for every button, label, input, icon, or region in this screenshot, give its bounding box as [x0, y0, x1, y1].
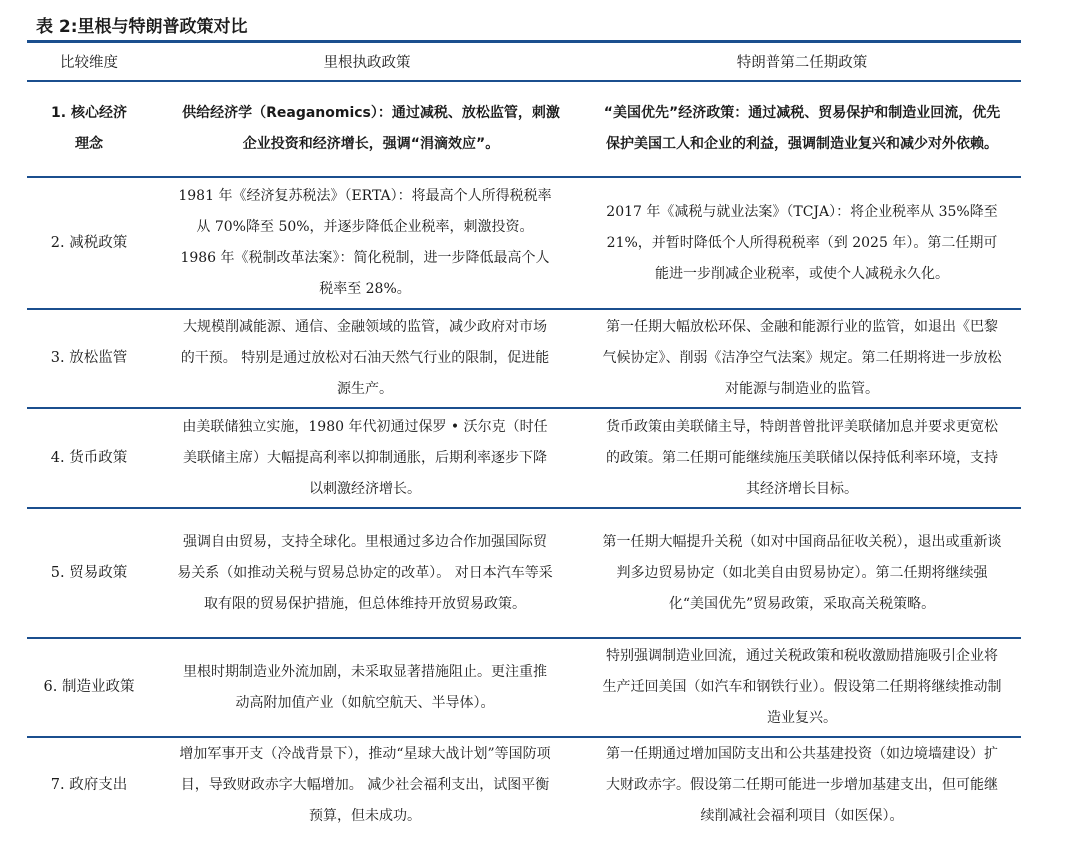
row-trump-policy: 第一任期大幅放松环保、金融和能源行业的监管，如退出《巴黎气候协定》、削弱《洁净空气法案》规定。第二任期将进一步放松对能源与制造业的监管。 [583, 309, 1021, 408]
row-trump-policy: 第一任期大幅提升关税（如对中国商品征收关税），退出或重新谈判多边贸易协定（如北美自由贸易协定）。第二任期将继续强化“美国优先”贸易政策，采取高关税策略。 [583, 508, 1021, 638]
header-dimension: 比较维度 [27, 42, 151, 82]
row-reagan-policy: 大规模削减能源、通信、金融领域的监管，减少政府对市场的干预。 特别是通过放松对石油天然气行业的限制，促进能源生产。 [151, 309, 583, 408]
row-dimension: 5. 贸易政策 [27, 508, 151, 638]
table-row [27, 638, 1021, 737]
row-dimension: 6. 制造业政策 [27, 638, 151, 737]
table-row [27, 177, 1021, 309]
row-dimension: 2. 减税政策 [27, 177, 151, 309]
row-trump-policy: 特别强调制造业回流，通过关税政策和税收激励措施吸引企业将生产迁回美国（如汽车和钢铁行业）。假设第二任期将继续推动制造业复兴。 [583, 638, 1021, 737]
row-dimension: 4. 货币政策 [27, 408, 151, 508]
row-reagan-policy: 供给经济学（Reaganomics）：通过减税、放松监管，刺激企业投资和经济增长，强调“涓滴效应”。 [151, 81, 583, 177]
table-row [27, 408, 1021, 508]
row-dimension: 3. 放松监管 [27, 309, 151, 408]
table-row [27, 508, 1021, 638]
row-reagan-policy: 里根时期制造业外流加剧，未采取显著措施阻止。更注重推动高附加值产业（如航空航天、半导体）。 [151, 638, 583, 737]
header-reagan: 里根执政政策 [151, 42, 583, 82]
row-dimension: 7. 政府支出 [50, 777, 128, 793]
row-trump-policy: 货币政策由美联储主导，特朗普曾批评美联储加息并要求更宽松的政策。第二任期可能继续施压美联储以保持低利率环境，支持其经济增长目标。 [583, 408, 1021, 508]
table-row [27, 81, 1021, 177]
table-header-row [27, 42, 1021, 82]
row-trump-policy: “美国优先”经济政策：通过减税、贸易保护和制造业回流，优先保护美国工人和企业的利益，强调制造业复兴和减少对外依赖。 [583, 81, 1021, 177]
row-reagan-policy: 1981 年《经济复苏税法》（ERTA）：将最高个人所得税税率从 70%降至 50%，并逐步降低企业税率，刺激投资。 1986 年《税制改革法案》：简化税制，进一步降低最高个人税率至 28%。 [151, 177, 583, 309]
table-title: 表 2:里根与特朗普政策对比 [36, 17, 248, 37]
row-reagan-policy: 强调自由贸易，支持全球化。里根通过多边合作加强国际贸易关系（如推动关税与贸易总协定的改革）。 对日本汽车等采取有限的贸易保护措施，但总体维持开放贸易政策。 [151, 508, 583, 638]
row-trump-policy: 第一任期通过增加国防支出和公共基建投资（如边境墙建设）扩大财政赤字。假设第二任期可能进一步增加基建支出，但可能继续削减社会福利项目（如医保）。 [606, 746, 998, 824]
row-reagan-policy: 增加军事开支（冷战背景下），推动“星球大战计划”等国防项目，导致财政赤字大幅增加。 减少社会福利支出，试图平衡预算，但未成功。 [179, 746, 551, 824]
row-trump-policy: 2017 年《减税与就业法案》（TCJA）：将企业税率从 35%降至 21%，并暂时降低个人所得税税率（到 2025 年）。第二任期可能进一步削减企业税率，或使个人减税永久化。 [583, 177, 1021, 309]
table-row [27, 737, 1021, 833]
header-trump: 特朗普第二任期政策 [583, 42, 1021, 82]
table-row [27, 309, 1021, 408]
policy-comparison-table [27, 40, 1021, 833]
row-reagan-policy: 由美联储独立实施，1980 年代初通过保罗 • 沃尔克（时任美联储主席）大幅提高利率以抑制通胀，后期利率逐步下降以刺激经济增长。 [151, 408, 583, 508]
row-dimension: 1. 核心经济理念 [27, 81, 151, 177]
